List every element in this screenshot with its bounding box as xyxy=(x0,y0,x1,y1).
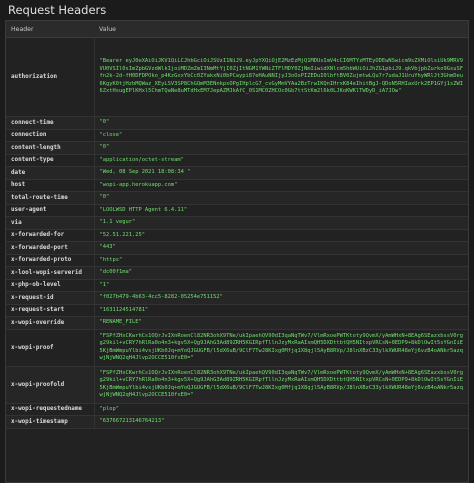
header-name-cell: connection xyxy=(6,129,94,142)
header-name-cell: connect-time xyxy=(6,117,94,130)
table-row xyxy=(6,142,468,155)
table-row xyxy=(6,279,468,292)
header-name-cell: total-route-time xyxy=(6,192,94,205)
table-row xyxy=(6,242,468,255)
header-value-cell: "52.51.221.25" xyxy=(94,229,468,242)
table-row xyxy=(6,217,468,230)
header-name-cell: x-wopi-proofold xyxy=(6,366,94,403)
header-name-cell: x-wopi-proof xyxy=(6,329,94,366)
header-value-cell: "FSPfZHxCKwrhCs1OQrJvIXnRoenCl82NR3ohX9TNe/ukIpaehQV90dI3qaNqTWv7/VlmRxoePWTKtoty9QvmX/yAmWHxN+8EAg6SEazxbssV0rgg29kil+vCRY7hRlRa0o4n3+kgv5X+Qg9JAhG3Ad89ZRH5KGIRpfTllnJzyMxRaAIsmQH5DXDttbtQH5NItxpVRCsN+0EDP9+8kDlOwIt5sYGnIiE5KjBmWmpuYlbi4vsjUKb0Jq+mYoQJGUGFB/l5dX6uB/9ClF7TwJ8KIxg0Mfjq1X8qjl5AyB8RVp/J8lnXBzC33ylkXWUR48eYj6vzB4oANkr5azqwjNjWNQ2qH4Jlvp2OCCE510fxE0=" xyxy=(94,329,468,366)
section-title: Request Headers xyxy=(0,0,474,20)
table-row xyxy=(6,267,468,280)
table-row xyxy=(6,329,468,366)
header-value-cell: "f027b479-4b63-4cc5-8282-05254e751152" xyxy=(94,292,468,305)
table-row xyxy=(6,179,468,192)
header-value-cell: "LOOLWSD HTTP Agent 6.4.11" xyxy=(94,204,468,217)
header-value-cell: "dc00f1ma" xyxy=(94,267,468,280)
table-header-row xyxy=(6,21,468,38)
header-value-cell: "https" xyxy=(94,254,468,267)
header-value-cell: "0" xyxy=(94,192,468,205)
header-name-cell: x-forwarded-port xyxy=(6,242,94,255)
header-name-cell: x-forwarded-for xyxy=(6,229,94,242)
header-value-cell: "Wed, 08 Sep 2021 18:08:34 " xyxy=(94,167,468,180)
header-name-cell: content-length xyxy=(6,142,94,155)
request-headers-table xyxy=(6,21,468,429)
column-header-header: Header xyxy=(6,21,94,38)
header-value-cell: "637667213146764213" xyxy=(94,416,468,429)
header-name-cell: via xyxy=(6,217,94,230)
header-value-cell: "1" xyxy=(94,279,468,292)
table-row xyxy=(6,229,468,242)
table-row xyxy=(6,317,468,330)
header-value-cell: "0" xyxy=(94,142,468,155)
header-name-cell: x-wopi-override xyxy=(6,317,94,330)
header-value-cell: "wopi-app.herokuapp.com" xyxy=(94,179,468,192)
header-name-cell: user-agent xyxy=(6,204,94,217)
header-value-cell: "FSPfZHxCKwrhCs1OQrJvIXnRoenCl82NR3ohX9TNe/ukIpaehQV90dI3qaNqTWv7/VlmRxoePWTKtoty9QvmX/yAmWHxN+8EAg6SEazxbssV0rgg29kil+vCRY7hRlRa0o4n3+kgv5X+Qg9JAhG3Ad89ZRH5KGIRpfTllnJzyMxRaAIsmQH5DXDttbtQH5NItxpVRCsN+0EDP9+8kDlOwIt5sYGnIiE5KjBmWmpuYlbi4vsjUKb0Jq+mYoQJGUGFB/l5dX6uB/9ClF7TwJ8KIxg0Mfjq1X8qjl5AyB8RVp/J8lnXBzC33ylkXWUR48eYj6vzB4oANkr5azqwjNjWNQ2qH4Jlvp2OCCE510fxE0=" xyxy=(94,366,468,403)
table-row xyxy=(6,38,468,117)
header-name-cell: content-type xyxy=(6,154,94,167)
table-row xyxy=(6,403,468,416)
table-row xyxy=(6,117,468,130)
table-row xyxy=(6,254,468,267)
table-row xyxy=(6,204,468,217)
table-row xyxy=(6,366,468,403)
header-value-cell: "443" xyxy=(94,242,468,255)
table-row xyxy=(6,292,468,305)
header-name-cell: x-request-start xyxy=(6,304,94,317)
header-name-cell: x-request-id xyxy=(6,292,94,305)
header-value-cell: "application/octet-stream" xyxy=(94,154,468,167)
header-name-cell: x-lool-wopi-serverid xyxy=(6,267,94,280)
header-value-cell: "close" xyxy=(94,129,468,142)
header-name-cell: x-forwarded-proto xyxy=(6,254,94,267)
header-name-cell: x-wopi-requestedname xyxy=(6,403,94,416)
request-headers-table-container xyxy=(5,20,469,483)
table-row xyxy=(6,192,468,205)
table-row xyxy=(6,304,468,317)
header-name-cell: date xyxy=(6,167,94,180)
column-header-value: Value xyxy=(94,21,468,38)
header-value-cell: "RENAME_FILE" xyxy=(94,317,468,330)
table-row xyxy=(6,416,468,429)
table-row xyxy=(6,167,468,180)
header-value-cell: "0" xyxy=(94,117,468,130)
header-value-cell: "1.1 vegur" xyxy=(94,217,468,230)
header-value-cell: "Bearer eyJ0eXAiOiJKV1QiLCJhbGciOiJSUzI1NiJ9.eyJpYXQiOjE2MzEzMjQ1MDUsImV4cCI6MTYzMTEyODEwNSwicm9sZXMiOlsiUk9MRV9VU0VSIl0sImZpbGVzdWlkIjoiMDZmZmI3NmMtYjI0ZjItNGM1YWNiZTFlMDY0ZjNmIiwidXNlcm5hbWUiOiJhZG1pbiJ9.qkVbjpbZurko9GsuSFfn2k-2d-fH0DFDPOko_p4KzGxxYbCc0ZYakxNi0bPCaypi87eHAuNNIjyJ3oOsPIZEDuI0lbftBV0ZujmtwLQu7r7udaJ1UruYhyWRlJt3GhmDeu6KgyK0tjHzbMQWaz_XEyLSV3SP8ChGQmM3ENnkpsOPgIHplcG7_cvGyMmVYAa2BzTrwIKQnIHrxK84eIhitBgJ-QDoN5RHIaxUrk2EP1GYj1sZWI6ZxtHsugEPlKHxl5ChmTQaNe8uMTdHxEM7JepAZMJkAfC_0S1MC0ZHCOc0Gb7ttStKm2l6k0LJKoKWKlTWDyD_iA7JOw" xyxy=(94,38,468,117)
table-row xyxy=(6,154,468,167)
table-row xyxy=(6,129,468,142)
header-name-cell: host xyxy=(6,179,94,192)
header-name-cell: authorization xyxy=(6,38,94,117)
header-name-cell: x-wopi-timestamp xyxy=(6,416,94,429)
header-value-cell: "plop" xyxy=(94,403,468,416)
header-name-cell: x-php-ob-level xyxy=(6,279,94,292)
header-value-cell: "1631124514781" xyxy=(94,304,468,317)
